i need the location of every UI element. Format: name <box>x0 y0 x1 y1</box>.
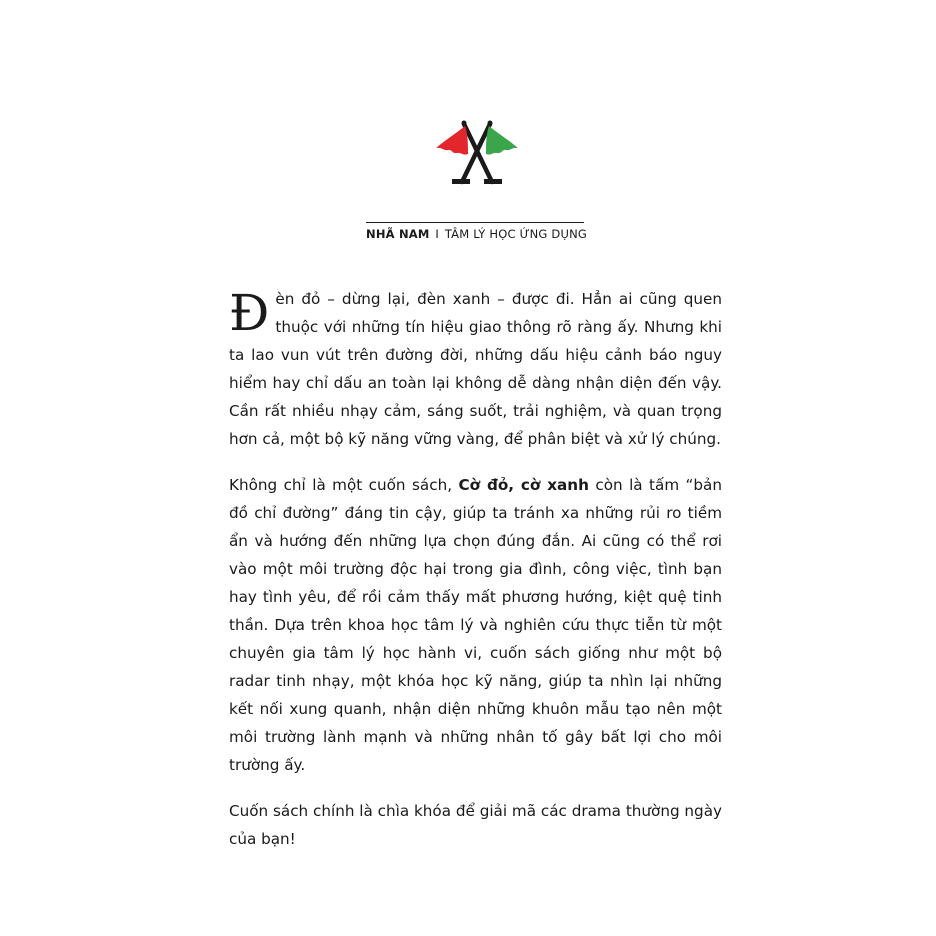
paragraph-2-text-before: Không chỉ là một cuốn sách, <box>229 476 459 494</box>
series-label <box>366 222 587 241</box>
paragraph-2 <box>229 471 722 779</box>
book-description <box>229 285 722 871</box>
book-title: Cờ đỏ, cờ xanh <box>458 476 589 494</box>
paragraph-3-text: Cuốn sách chính là chìa khóa để giải mã các drama thường ngày của bạn! <box>229 802 722 848</box>
series-category: TÂM LÝ HỌC ỨNG DỤNG <box>444 227 587 241</box>
crossed-flags-icon <box>432 116 522 192</box>
paragraph-1 <box>229 285 722 453</box>
paragraph-2-text-after: còn là tấm “bản đồ chỉ đường” đáng tin cậy, giúp ta tránh xa những rủi ro tiềm ẩn và hướng đến những lựa chọn đúng đắn. Ai cũng có thể rơi vào một môi trường độc hại trong gia đình, công việc, tình bạn hay tình yêu, để rồi cảm thấy mất phương hướng, kiệt quệ tinh thần. Dựa trên khoa học tâm lý và nghiên cứu thực tiễn từ một chuyên gia tâm lý học hành vi, cuốn sách giống như một bộ radar tinh nhạy, một khóa học kỹ năng, giúp ta nhìn lại những kết nối xung quanh, nhận diện những khuôn mẫu tạo nên một môi trường lành mạnh và những nhân tố gây bất lợi cho môi trường ấy. <box>229 476 722 774</box>
publisher-name: NHÃ NAM <box>366 227 430 241</box>
drop-cap: Đ <box>229 284 270 342</box>
paragraph-1-text: èn đỏ – dừng lại, đèn xanh – được đi. Hẳn ai cũng quen thuộc với những tín hiệu giao thông rõ ràng ấy. Nhưng khi ta lao vun vút trên đường đời, những dấu hiệu cảnh báo nguy hiểm hay chỉ dấu an toàn lại không dễ dàng nhận diện đến vậy. Cần rất nhiều nhạy cảm, sáng suốt, trải nghiệm, và quan trọng hơn cả, một bộ kỹ năng vững vàng, để phân biệt và xử lý chúng. <box>229 290 722 448</box>
series-separator: I <box>435 227 439 241</box>
paragraph-3 <box>229 797 722 853</box>
